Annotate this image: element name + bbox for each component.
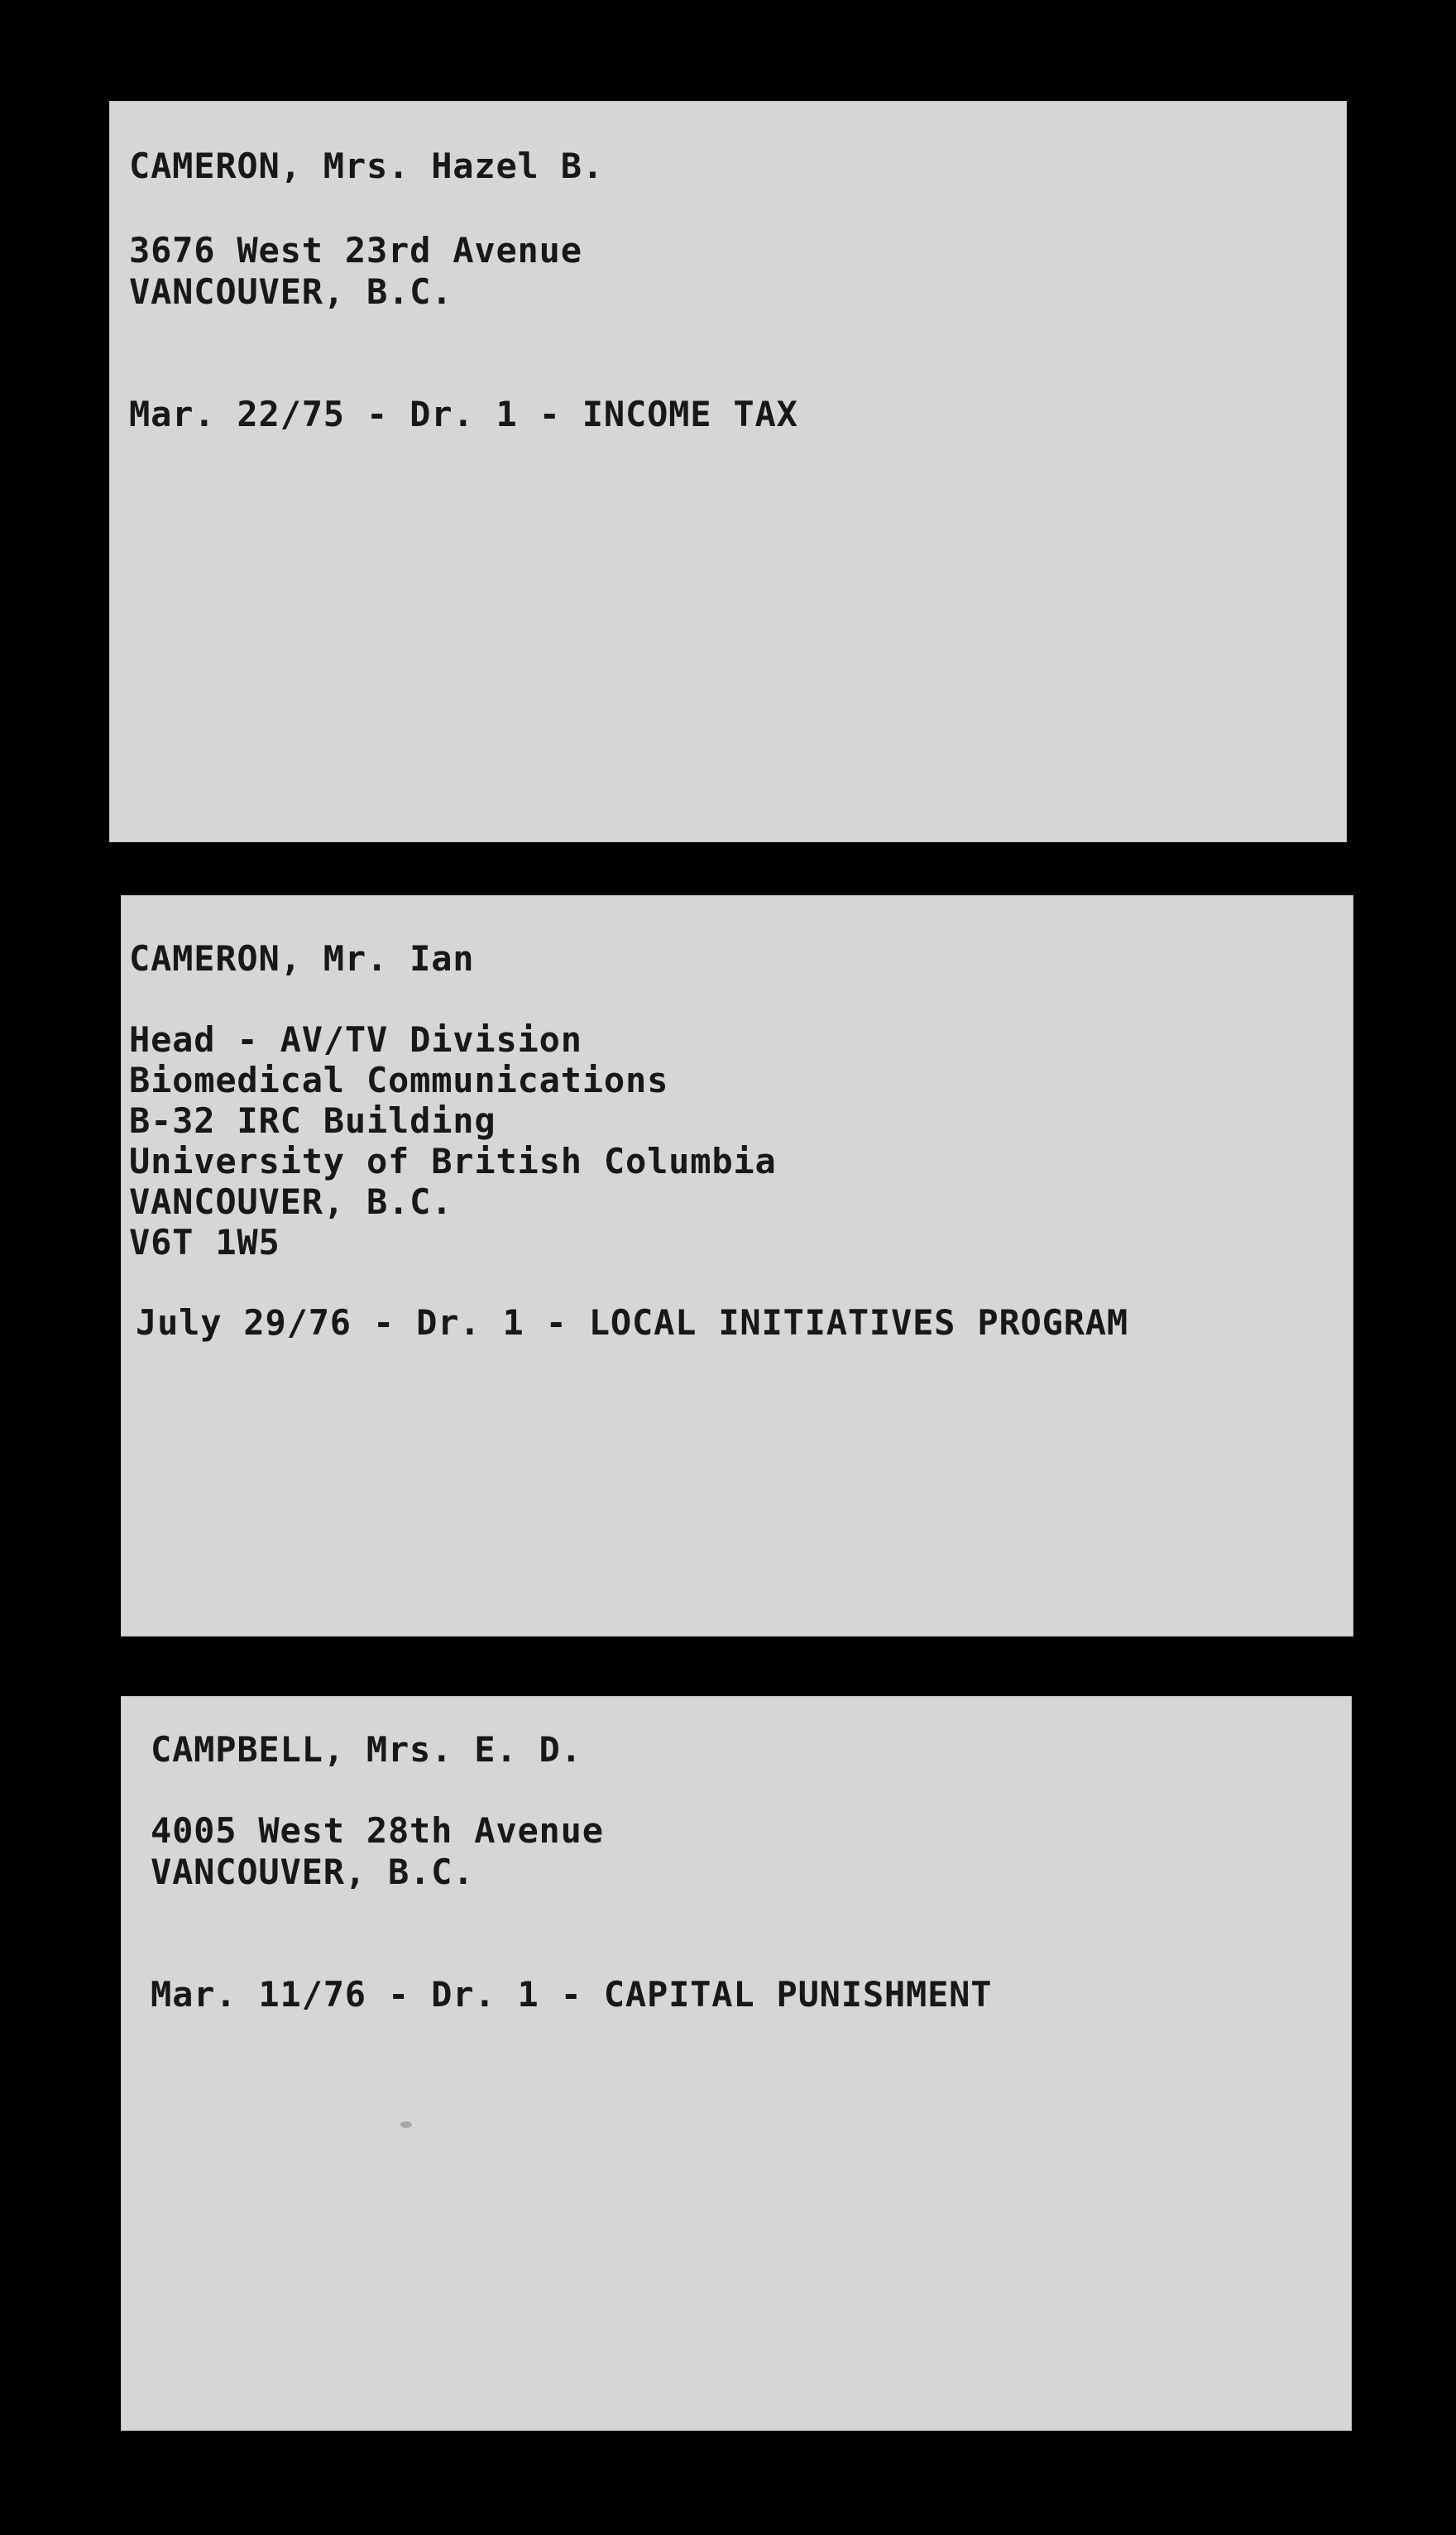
address-line: 3676 West 23rd Avenue [129,230,582,271]
address-line: V6T 1W5 [129,1222,280,1263]
address-line: 4005 West 28th Avenue [151,1810,604,1851]
index-card-cameron-hazel [109,101,1347,842]
card-entry: Mar. 22/75 - Dr. 1 - INCOME TAX [129,394,798,434]
address-line: Head - AV/TV Division [129,1019,582,1060]
card-name: CAMERON, Mrs. Hazel B. [129,146,604,186]
index-card-cameron-ian [121,895,1353,1636]
card-entry: Mar. 11/76 - Dr. 1 - CAPITAL PUNISHMENT [151,1974,993,2015]
index-card-campbell [121,1696,1352,2431]
card-entry: July 29/76 - Dr. 1 - LOCAL INITIATIVES PROGRAM [136,1302,1128,1343]
address-line: B-32 IRC Building [129,1100,496,1141]
card-name: CAMPBELL, Mrs. E. D. [151,1729,582,1770]
address-line: VANCOUVER, B.C. [151,1852,475,1892]
address-line: VANCOUVER, B.C. [129,1181,453,1222]
address-line: Biomedical Communications [129,1060,669,1100]
address-line: VANCOUVER, B.C. [129,271,453,312]
card-name: CAMERON, Mr. Ian [129,938,475,979]
address-line: University of British Columbia [129,1141,777,1181]
smudge-mark [400,2121,412,2128]
